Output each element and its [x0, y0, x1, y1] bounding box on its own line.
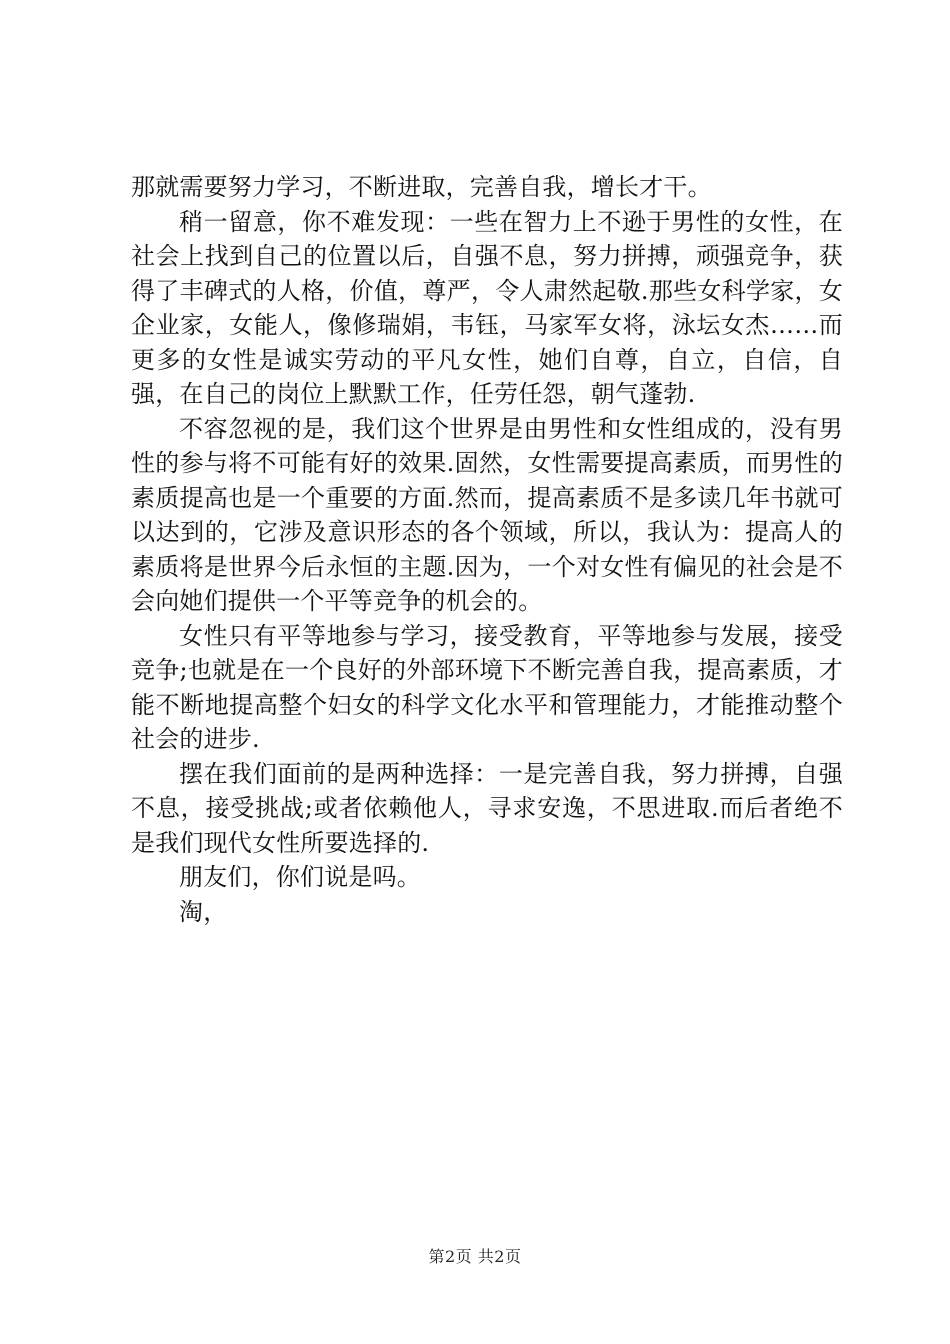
page-number-label: 第2页 共2页 — [428, 1247, 522, 1266]
paragraph-continuation: 那就需要努力学习，不断进取，完善自我，增长才干。 — [131, 173, 712, 201]
page-footer — [0, 1244, 950, 1267]
paragraph-closing-question: 朋友们，你们说是吗。 — [179, 863, 421, 891]
paragraph-trailing-fragment: 淘， — [179, 897, 228, 926]
document-body — [131, 170, 843, 929]
paragraph-equal-participation: 女性只有平等地参与学习，接受教育，平等地参与发展，接受竞争;也就是在一个良好的外部环境下不断完善自我，提高素质，才能不断地提高整个妇女的科学文化水平和管理能力，才能推动整个社会的进步. — [131, 621, 843, 753]
paragraph-quality-improvement: 不容忽视的是，我们这个世界是由男性和女性组成的，没有男性的参与将不可能有好的效果.固然，女性需要提高素质，而男性的素质提高也是一个重要的方面.然而，提高素质不是多读几年书就可以达到的，它涉及意识形态的各个领域，所以，我认为：提高人的素质将是世界今后永恒的主题.因为，一个对女性有偏见的社会是不会向她们提供一个平等竞争的机会的。 — [131, 414, 843, 615]
paragraph-two-choices: 摆在我们面前的是两种选择：一是完善自我，努力拼搏，自强不息，接受挑战;或者依赖他人，寻求安逸，不思进取.而后者绝不是我们现代女性所要选择的. — [131, 759, 843, 857]
paragraph-women-achievements: 稍一留意，你不难发现：一些在智力上不逊于男性的女性，在社会上找到自己的位置以后，自强不息，努力拼搏，顽强竞争，获得了丰碑式的人格，价值，尊严，令人肃然起敬.那些女科学家，女企业家，女能人，像修瑞娟，韦钰，马家军女将，泳坛女杰……而更多的女性是诚实劳动的平凡女性，她们自尊，自立，自信，自强，在自己的岗位上默默工作，任劳任怨，朝气蓬勃. — [131, 207, 843, 408]
